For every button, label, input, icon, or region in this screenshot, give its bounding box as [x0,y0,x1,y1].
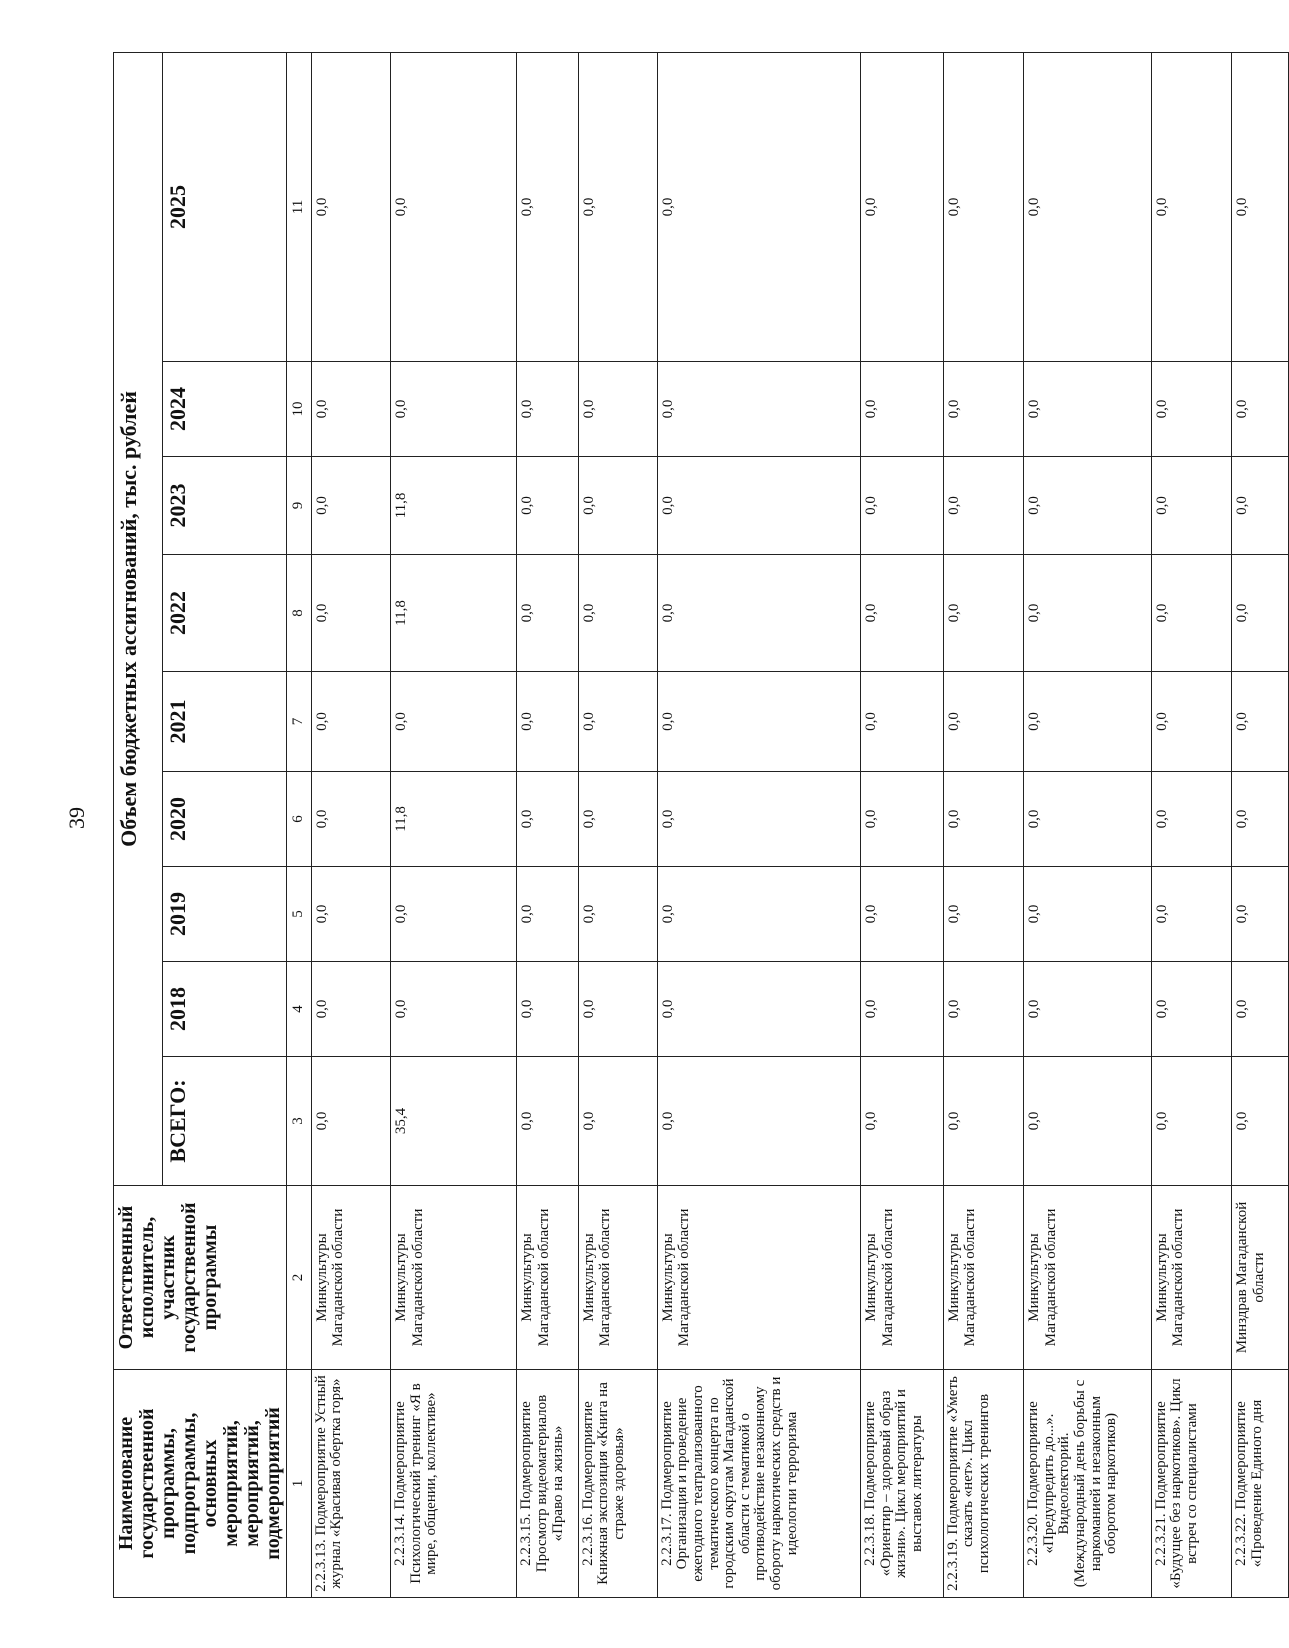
header-responsible: Ответственный исполнитель, участник государственной программы [114,1186,287,1370]
row-name: 2.2.3.16. Подмероприятие Книжная экспозиция «Книга на страже здоровья» [578,1370,657,1598]
row-name: 2.2.3.22. Подмероприятие «Проведение Единого дня [1232,1370,1289,1598]
header-year: 2019 [163,867,287,962]
row-value: 0,0 [311,672,390,772]
row-value: 0,0 [1024,1057,1152,1186]
page-number: 39 [64,807,89,829]
row-value: 0,0 [943,457,1023,555]
row-value: 0,0 [1024,867,1152,962]
row-value: 0,0 [943,52,1023,361]
row-value: 0,0 [311,867,390,962]
row-value: 0,0 [1024,52,1152,361]
row-value: 0,0 [517,1057,578,1186]
row-value: 0,0 [578,867,657,962]
table-row [578,52,657,1597]
table-row [1232,52,1289,1597]
row-responsible: Минкультуры Магаданской области [517,1186,578,1370]
row-name: 2.2.3.18. Подмероприятие «Ориентир – здоровый образ жизни». Цикл мероприятий и выставок литературы [861,1370,944,1598]
table-row [861,52,944,1597]
row-name: 2.2.3.21. Подмероприятие «Будущее без наркотиков». Цикл встреч со специалистами [1151,1370,1231,1598]
row-responsible: Минкультуры Магаданской области [657,1186,860,1370]
row-value: 0,0 [943,672,1023,772]
row-value: 0,0 [657,362,860,457]
header-row-1 [114,52,163,1597]
row-value: 0,0 [311,52,390,361]
row-name: 2.2.3.15. Подмероприятие Просмотр видеоматериалов «Право на жизнь» [517,1370,578,1598]
row-responsible: Минздрав Магаданской области [1232,1186,1289,1370]
row-value: 0,0 [1151,52,1231,361]
row-value: 0,0 [1232,555,1289,672]
row-value: 0,0 [1024,457,1152,555]
row-value: 0,0 [311,772,390,867]
row-value: 0,0 [578,52,657,361]
table-row [517,52,578,1597]
row-responsible: Минкультуры Магаданской области [391,1186,517,1370]
column-number: 8 [287,555,312,672]
table-row [1151,52,1231,1597]
row-value: 0,0 [1151,772,1231,867]
row-value: 0,0 [517,555,578,672]
row-value: 0,0 [1232,772,1289,867]
row-value: 0,0 [1232,457,1289,555]
column-number: 1 [287,1370,312,1598]
row-value: 0,0 [311,362,390,457]
row-value: 0,0 [943,962,1023,1057]
row-value: 0,0 [1024,772,1152,867]
row-value: 11,8 [391,772,517,867]
table-row [391,52,517,1597]
row-value: 0,0 [517,772,578,867]
header-year: 2022 [163,555,287,672]
row-value: 0,0 [311,457,390,555]
row-name: 2.2.3.19. Подмероприятие «Уметь сказать «нет». Цикл психологических тренингов [943,1370,1023,1598]
row-value: 0,0 [861,672,944,772]
table-row [311,52,390,1597]
row-value: 0,0 [578,362,657,457]
header-year: 2018 [163,962,287,1057]
row-value: 0,0 [657,772,860,867]
row-value: 0,0 [578,1057,657,1186]
row-value: 0,0 [657,962,860,1057]
table-row [943,52,1023,1597]
row-value: 0,0 [861,867,944,962]
row-value: 0,0 [1024,672,1152,772]
row-value: 0,0 [1232,867,1289,962]
column-number: 11 [287,52,312,361]
row-value: 0,0 [578,555,657,672]
row-value: 0,0 [1151,962,1231,1057]
row-value: 0,0 [1151,555,1231,672]
table-row [657,52,860,1597]
row-value: 0,0 [311,962,390,1057]
column-number: 9 [287,457,312,555]
column-number: 3 [287,1057,312,1186]
row-responsible: Минкультуры Магаданской области [1151,1186,1231,1370]
row-value: 0,0 [861,555,944,672]
row-value: 0,0 [657,52,860,361]
column-number: 5 [287,867,312,962]
row-value: 0,0 [1024,362,1152,457]
row-value: 0,0 [578,962,657,1057]
row-value: 0,0 [1151,1057,1231,1186]
row-value: 0,0 [943,772,1023,867]
row-value: 0,0 [578,672,657,772]
row-value: 0,0 [861,457,944,555]
row-value: 0,0 [1232,1057,1289,1186]
row-name: 2.2.3.20. Подмероприятие «Предупредить до...». Видеолекторий. (Международный день борьбы с наркоманией и незаконным оборотом наркотиков) [1024,1370,1152,1598]
row-value: 0,0 [391,362,517,457]
row-value: 0,0 [943,555,1023,672]
row-value: 0,0 [861,52,944,361]
row-value: 0,0 [657,1057,860,1186]
column-number: 2 [287,1186,312,1370]
row-value: 0,0 [517,52,578,361]
budget-table-rotated [113,53,1267,1598]
header-year: 2021 [163,672,287,772]
row-value: 0,0 [1024,555,1152,672]
column-number: 10 [287,362,312,457]
row-responsible: Минкультуры Магаданской области [861,1186,944,1370]
column-number: 7 [287,672,312,772]
column-numbers-row [287,52,312,1597]
row-value: 0,0 [943,867,1023,962]
row-value: 0,0 [861,362,944,457]
row-value: 0,0 [391,52,517,361]
header-total: ВСЕГО: [163,1057,287,1186]
row-value: 0,0 [861,1057,944,1186]
header-year: 2025 [163,52,287,361]
column-number: 4 [287,962,312,1057]
row-value: 0,0 [391,672,517,772]
row-value: 11,8 [391,555,517,672]
row-value: 35,4 [391,1057,517,1186]
row-value: 0,0 [657,867,860,962]
row-value: 0,0 [1151,672,1231,772]
row-value: 0,0 [657,555,860,672]
row-value: 0,0 [943,362,1023,457]
row-value: 0,0 [1151,457,1231,555]
header-budget-group: Объем бюджетных ассигнований, тыс. рублей [114,52,163,1185]
row-name: 2.2.3.14. Подмероприятие Психологический тренинг «Я в мире, общении, коллективе» [391,1370,517,1598]
row-value: 0,0 [1151,867,1231,962]
header-name: Наименование государственной программы, подпрограммы, основных мероприятий, мероприятий, подмероприятий [114,1370,287,1598]
row-value: 0,0 [391,962,517,1057]
row-value: 0,0 [578,457,657,555]
column-number: 6 [287,772,312,867]
row-value: 0,0 [1232,962,1289,1057]
table-row [1024,52,1152,1597]
row-value: 0,0 [1232,362,1289,457]
row-value: 0,0 [517,962,578,1057]
header-year: 2024 [163,362,287,457]
row-value: 0,0 [517,362,578,457]
row-responsible: Минкультуры Магаданской области [311,1186,390,1370]
row-value: 0,0 [311,555,390,672]
row-responsible: Минкультуры Магаданской области [943,1186,1023,1370]
row-value: 0,0 [1232,52,1289,361]
header-year: 2020 [163,772,287,867]
row-value: 0,0 [578,772,657,867]
row-value: 0,0 [391,867,517,962]
row-responsible: Минкультуры Магаданской области [1024,1186,1152,1370]
row-responsible: Минкультуры Магаданской области [578,1186,657,1370]
row-value: 0,0 [943,1057,1023,1186]
row-value: 0,0 [861,772,944,867]
row-name: 2.2.3.17. Подмероприятие Организация и проведение ежегодного театрализованного тематического концерта по городским округам Магаданской области с тематикой о противодействие незаконному обороту наркотических средств и идеологии терроризма [657,1370,860,1598]
row-value: 0,0 [1151,362,1231,457]
row-value: 0,0 [861,962,944,1057]
row-value: 0,0 [1232,672,1289,772]
row-value: 0,0 [657,457,860,555]
row-value: 0,0 [517,672,578,772]
row-value: 0,0 [657,672,860,772]
row-name: 2.2.3.13. Подмероприятие Устный журнал «Красивая обертка горя» [311,1370,390,1598]
budget-table [113,52,1289,1598]
row-value: 0,0 [517,867,578,962]
row-value: 0,0 [1024,962,1152,1057]
row-value: 0,0 [517,457,578,555]
row-value: 11,8 [391,457,517,555]
row-value: 0,0 [311,1057,390,1186]
header-year: 2023 [163,457,287,555]
